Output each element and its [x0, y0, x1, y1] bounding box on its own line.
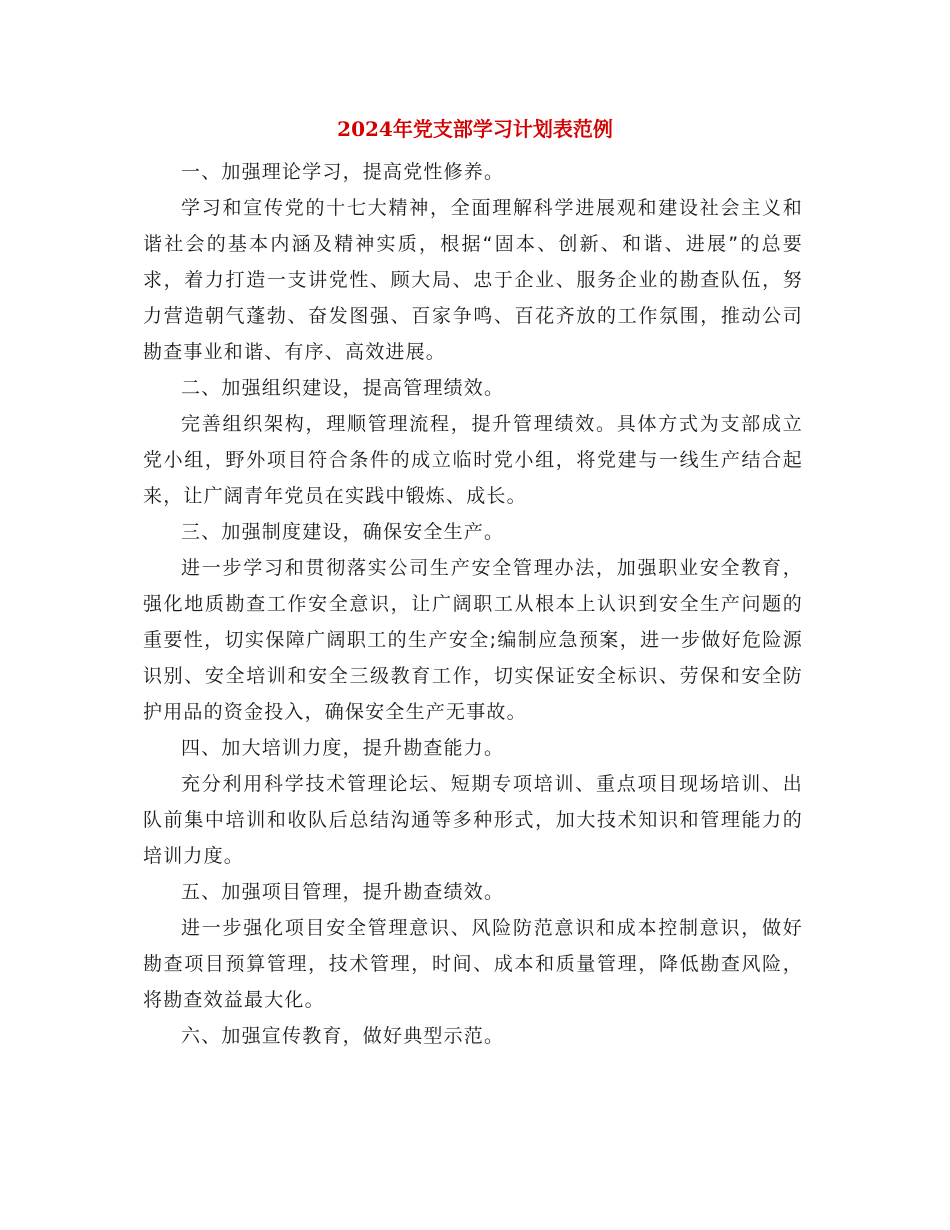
section-heading-1: 一、加强理论学习，提高党性修养。 [181, 161, 505, 183]
section-body-2: 完善组织架构，理顺管理流程，提升管理绩效。具体方式为支部成立党小组，野外项目符合条件的成立临时党小组，将党建与一线生产结合起来，让广阔青年党员在实践中锻炼、成长。 [143, 413, 803, 507]
section-heading-3: 三、加强制度建设，确保安全生产。 [181, 521, 505, 543]
section-heading-4: 四、加大培训力度，提升勘查能力。 [181, 737, 505, 759]
document-body [143, 154, 803, 1054]
section-body-5: 进一步强化项目安全管理意识、风险防范意识和成本控制意识，做好勘查项目预算管理，技术管理，时间、成本和质量管理，降低勘查风险，将勘查效益最大化。 [143, 917, 803, 1011]
section-heading-2: 二、加强组织建设，提高管理绩效。 [181, 377, 505, 399]
section-body-1: 学习和宣传党的十七大精神，全面理解科学进展观和建设社会主义和谐社会的基本内涵及精神实质，根据“固本、创新、和谐、进展”的总要求，着力打造一支讲党性、顾大局、忠于企业、服务企业的勘查队伍，努力营造朝气蓬勃、奋发图强、百家争鸣、百花齐放的工作氛围，推动公司勘查事业和谐、有序、高效进展。 [143, 197, 803, 363]
section-heading-6: 六、加强宣传教育，做好典型示范。 [181, 1025, 505, 1047]
page-title: 2024年党支部学习计划表范例 [337, 117, 613, 141]
section-heading-5: 五、加强项目管理，提升勘查绩效。 [181, 881, 505, 903]
section-body-4: 充分利用科学技术管理论坛、短期专项培训、重点项目现场培训、出队前集中培训和收队后总结沟通等多种形式，加大技术知识和管理能力的培训力度。 [143, 773, 803, 867]
section-body-3: 进一步学习和贯彻落实公司生产安全管理办法，加强职业安全教育，强化地质勘查工作安全意识，让广阔职工从根本上认识到安全生产问题的重要性，切实保障广阔职工的生产安全;编制应急预案，进一步做好危险源识别、安全培训和安全三级教育工作，切实保证安全标识、劳保和安全防护用品的资金投入，确保安全生产无事故。 [143, 557, 803, 723]
